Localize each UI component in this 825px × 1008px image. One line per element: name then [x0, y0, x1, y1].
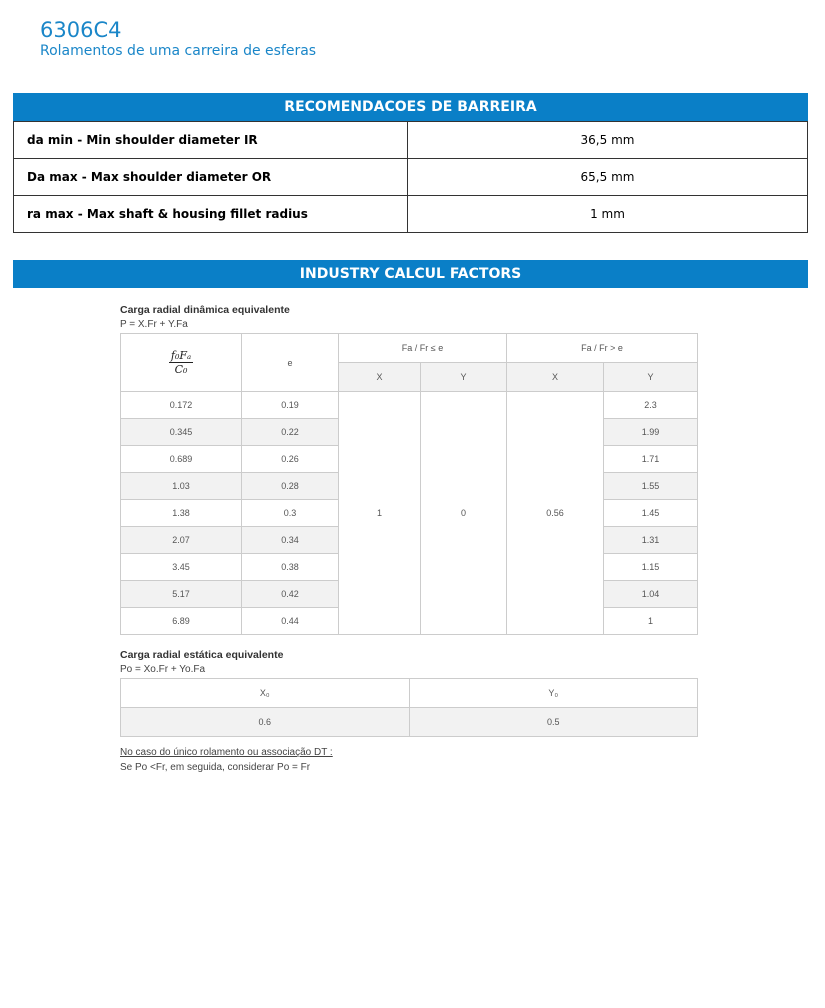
table-row — [14, 122, 808, 159]
static-y-value: 0.5 — [409, 708, 698, 737]
dynamic-factors-table — [120, 333, 698, 635]
y2-cell: 1.55 — [604, 473, 698, 500]
ratio-fraction — [169, 349, 193, 376]
ratio-cell: 0.689 — [121, 446, 242, 473]
y2-cell: 1.71 — [604, 446, 698, 473]
ratio-cell: 1.38 — [121, 500, 242, 527]
ratio-header — [121, 334, 242, 392]
static-load-title: Carga radial estática equivalente — [120, 649, 284, 661]
y2-cell: 2.3 — [604, 392, 698, 419]
e-cell: 0.44 — [242, 608, 339, 635]
table-row — [14, 196, 808, 233]
y2-cell: 1 — [604, 608, 698, 635]
dynamic-load-formula: P = X.Fr + Y.Fa — [120, 319, 188, 330]
row-label: ra max - Max shaft & housing fillet radius — [14, 196, 408, 233]
y2-cell: 1.31 — [604, 527, 698, 554]
static-load-formula: Po = Xo.Fr + Yo.Fa — [120, 664, 206, 675]
static-x-header: X₀ — [121, 679, 410, 708]
sub-header-y2: Y — [604, 363, 698, 392]
y1-const-cell: 0 — [421, 392, 507, 635]
row-value: 65,5 mm — [408, 159, 808, 196]
x1-const-cell: 1 — [339, 392, 421, 635]
static-x-value: 0.6 — [121, 708, 410, 737]
y2-cell: 1.99 — [604, 419, 698, 446]
ratio-cell: 0.345 — [121, 419, 242, 446]
e-cell: 0.42 — [242, 581, 339, 608]
table-row — [121, 679, 698, 708]
ratio-cell: 3.45 — [121, 554, 242, 581]
product-code: 6306C4 — [40, 18, 122, 42]
e-cell: 0.3 — [242, 500, 339, 527]
e-cell: 0.34 — [242, 527, 339, 554]
group-header-gt: Fa / Fr > e — [507, 334, 698, 363]
ratio-cell: 0.172 — [121, 392, 242, 419]
recommendations-header: RECOMENDACOES DE BARREIRA — [13, 93, 808, 121]
group-header-le: Fa / Fr ≤ e — [339, 334, 507, 363]
ratio-cell: 5.17 — [121, 581, 242, 608]
row-label: da min - Min shoulder diameter IR — [14, 122, 408, 159]
e-cell: 0.26 — [242, 446, 339, 473]
note-condition: No caso do único rolamento ou associação DT : — [120, 747, 333, 758]
ratio-cell: 6.89 — [121, 608, 242, 635]
y2-cell: 1.15 — [604, 554, 698, 581]
sub-header-x1: X — [339, 363, 421, 392]
row-value: 36,5 mm — [408, 122, 808, 159]
sub-header-y1: Y — [421, 363, 507, 392]
static-y-header: Y₀ — [409, 679, 698, 708]
note-rule: Se Po <Fr, em seguida, considerar Po = Fr — [120, 762, 311, 773]
e-cell: 0.28 — [242, 473, 339, 500]
ratio-cell: 2.07 — [121, 527, 242, 554]
y2-cell: 1.04 — [604, 581, 698, 608]
e-cell: 0.19 — [242, 392, 339, 419]
sub-header-x2: X — [507, 363, 604, 392]
table-row — [121, 708, 698, 737]
ratio-cell: 1.03 — [121, 473, 242, 500]
e-header: e — [242, 334, 339, 392]
table-row — [121, 392, 698, 419]
e-cell: 0.22 — [242, 419, 339, 446]
product-description: Rolamentos de uma carreira de esferas — [40, 43, 317, 59]
e-cell: 0.38 — [242, 554, 339, 581]
ratio-numerator: f₀Fₐ — [170, 349, 192, 362]
ratio-denominator: C₀ — [174, 363, 188, 376]
recommendations-table — [13, 121, 808, 233]
table-row — [14, 159, 808, 196]
dynamic-load-title: Carga radial dinâmica equivalente — [120, 304, 290, 316]
row-label: Da max - Max shoulder diameter OR — [14, 159, 408, 196]
x2-const-cell: 0.56 — [507, 392, 604, 635]
factors-header: INDUSTRY CALCUL FACTORS — [13, 260, 808, 288]
row-value: 1 mm — [408, 196, 808, 233]
static-factors-table — [120, 678, 698, 737]
y2-cell: 1.45 — [604, 500, 698, 527]
